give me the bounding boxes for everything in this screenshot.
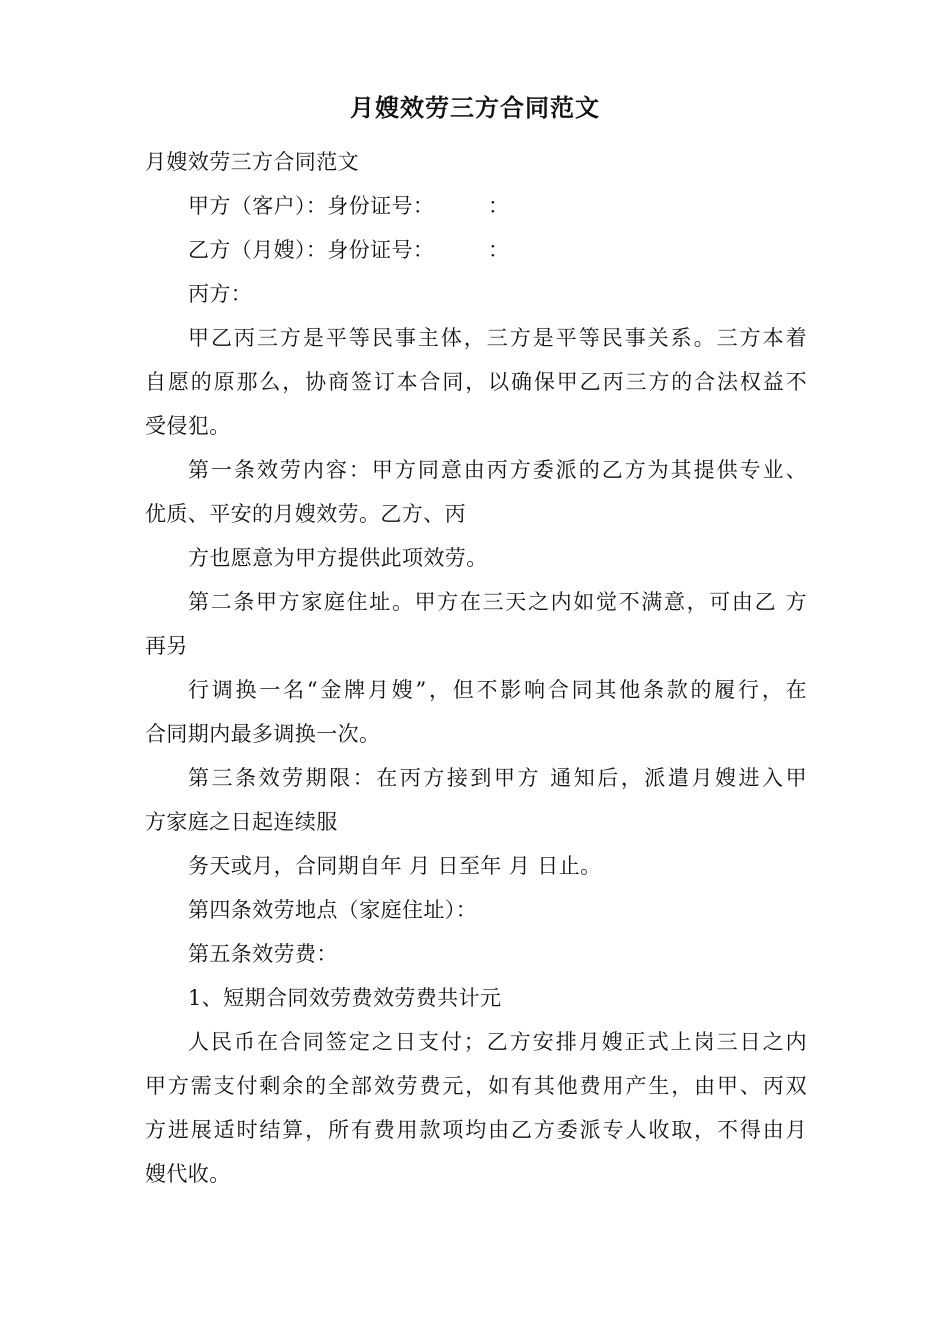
party-b-line: 乙方（月嫂）：身份证号： ： [188, 238, 510, 262]
paragraph-line: 方进展适时结算，所有费用款项均由乙方委派专人收取，不得由月 [145, 1118, 807, 1142]
paragraph-line: 方也愿意为甲方提供此项效劳。 [188, 546, 488, 570]
paragraph-line: 第一条效劳内容：甲方同意由丙方委派的乙方为其提供专业、 [188, 458, 807, 482]
paragraph-line: 第五条效劳费： [188, 942, 338, 966]
paragraph-line: 1、短期合同效劳费效劳费共计元 [188, 986, 502, 1010]
paragraph-line: 优质、平安的月嫂效劳。乙方、丙 [145, 502, 466, 526]
paragraph-line: 行调换一名“金牌月嫂”，但不影响合同其他条款的履行，在 [188, 678, 807, 702]
paragraph-line: 方家庭之日起连续服 [145, 810, 338, 834]
paragraph-line: 受侵犯。 [145, 414, 231, 438]
subtitle-line: 月嫂效劳三方合同范文 [145, 150, 359, 174]
document-body [145, 140, 807, 1196]
paragraph-line: 务天或月，合同期自年 月 日至年 月 日止。 [188, 854, 602, 878]
paragraph-line: 自愿的原那么，协商签订本合同，以确保甲乙丙三方的合法权益不 [145, 370, 807, 394]
paragraph-line: 合同期内最多调换一次。 [145, 722, 381, 746]
paragraph-line: 人民币在合同签定之日支付；乙方安排月嫂正式上岗三日之内 [188, 1030, 807, 1054]
paragraph-line: 甲乙丙三方是平等民事主体，三方是平等民事关系。三方本着 [188, 326, 807, 350]
party-c-line: 丙方： [188, 282, 253, 306]
paragraph-line: 甲方需支付剩余的全部效劳费元，如有其他费用产生，由甲、丙双 [145, 1074, 807, 1098]
paragraph-line: 第三条效劳期限：在丙方接到甲方 通知后，派遣月嫂进入甲 [188, 766, 807, 790]
paragraph-line: 嫂代收。 [145, 1162, 231, 1186]
paragraph-line: 再另 [145, 634, 188, 658]
paragraph-line: 第二条甲方家庭住址。甲方在三天之内如觉不满意，可由乙 方 [188, 590, 807, 614]
document-title: 月嫂效劳三方合同范文 [350, 93, 600, 122]
party-a-line: 甲方（客户）：身份证号： ： [188, 194, 510, 218]
paragraph-line: 第四条效劳地点（家庭住址）： [188, 898, 478, 922]
